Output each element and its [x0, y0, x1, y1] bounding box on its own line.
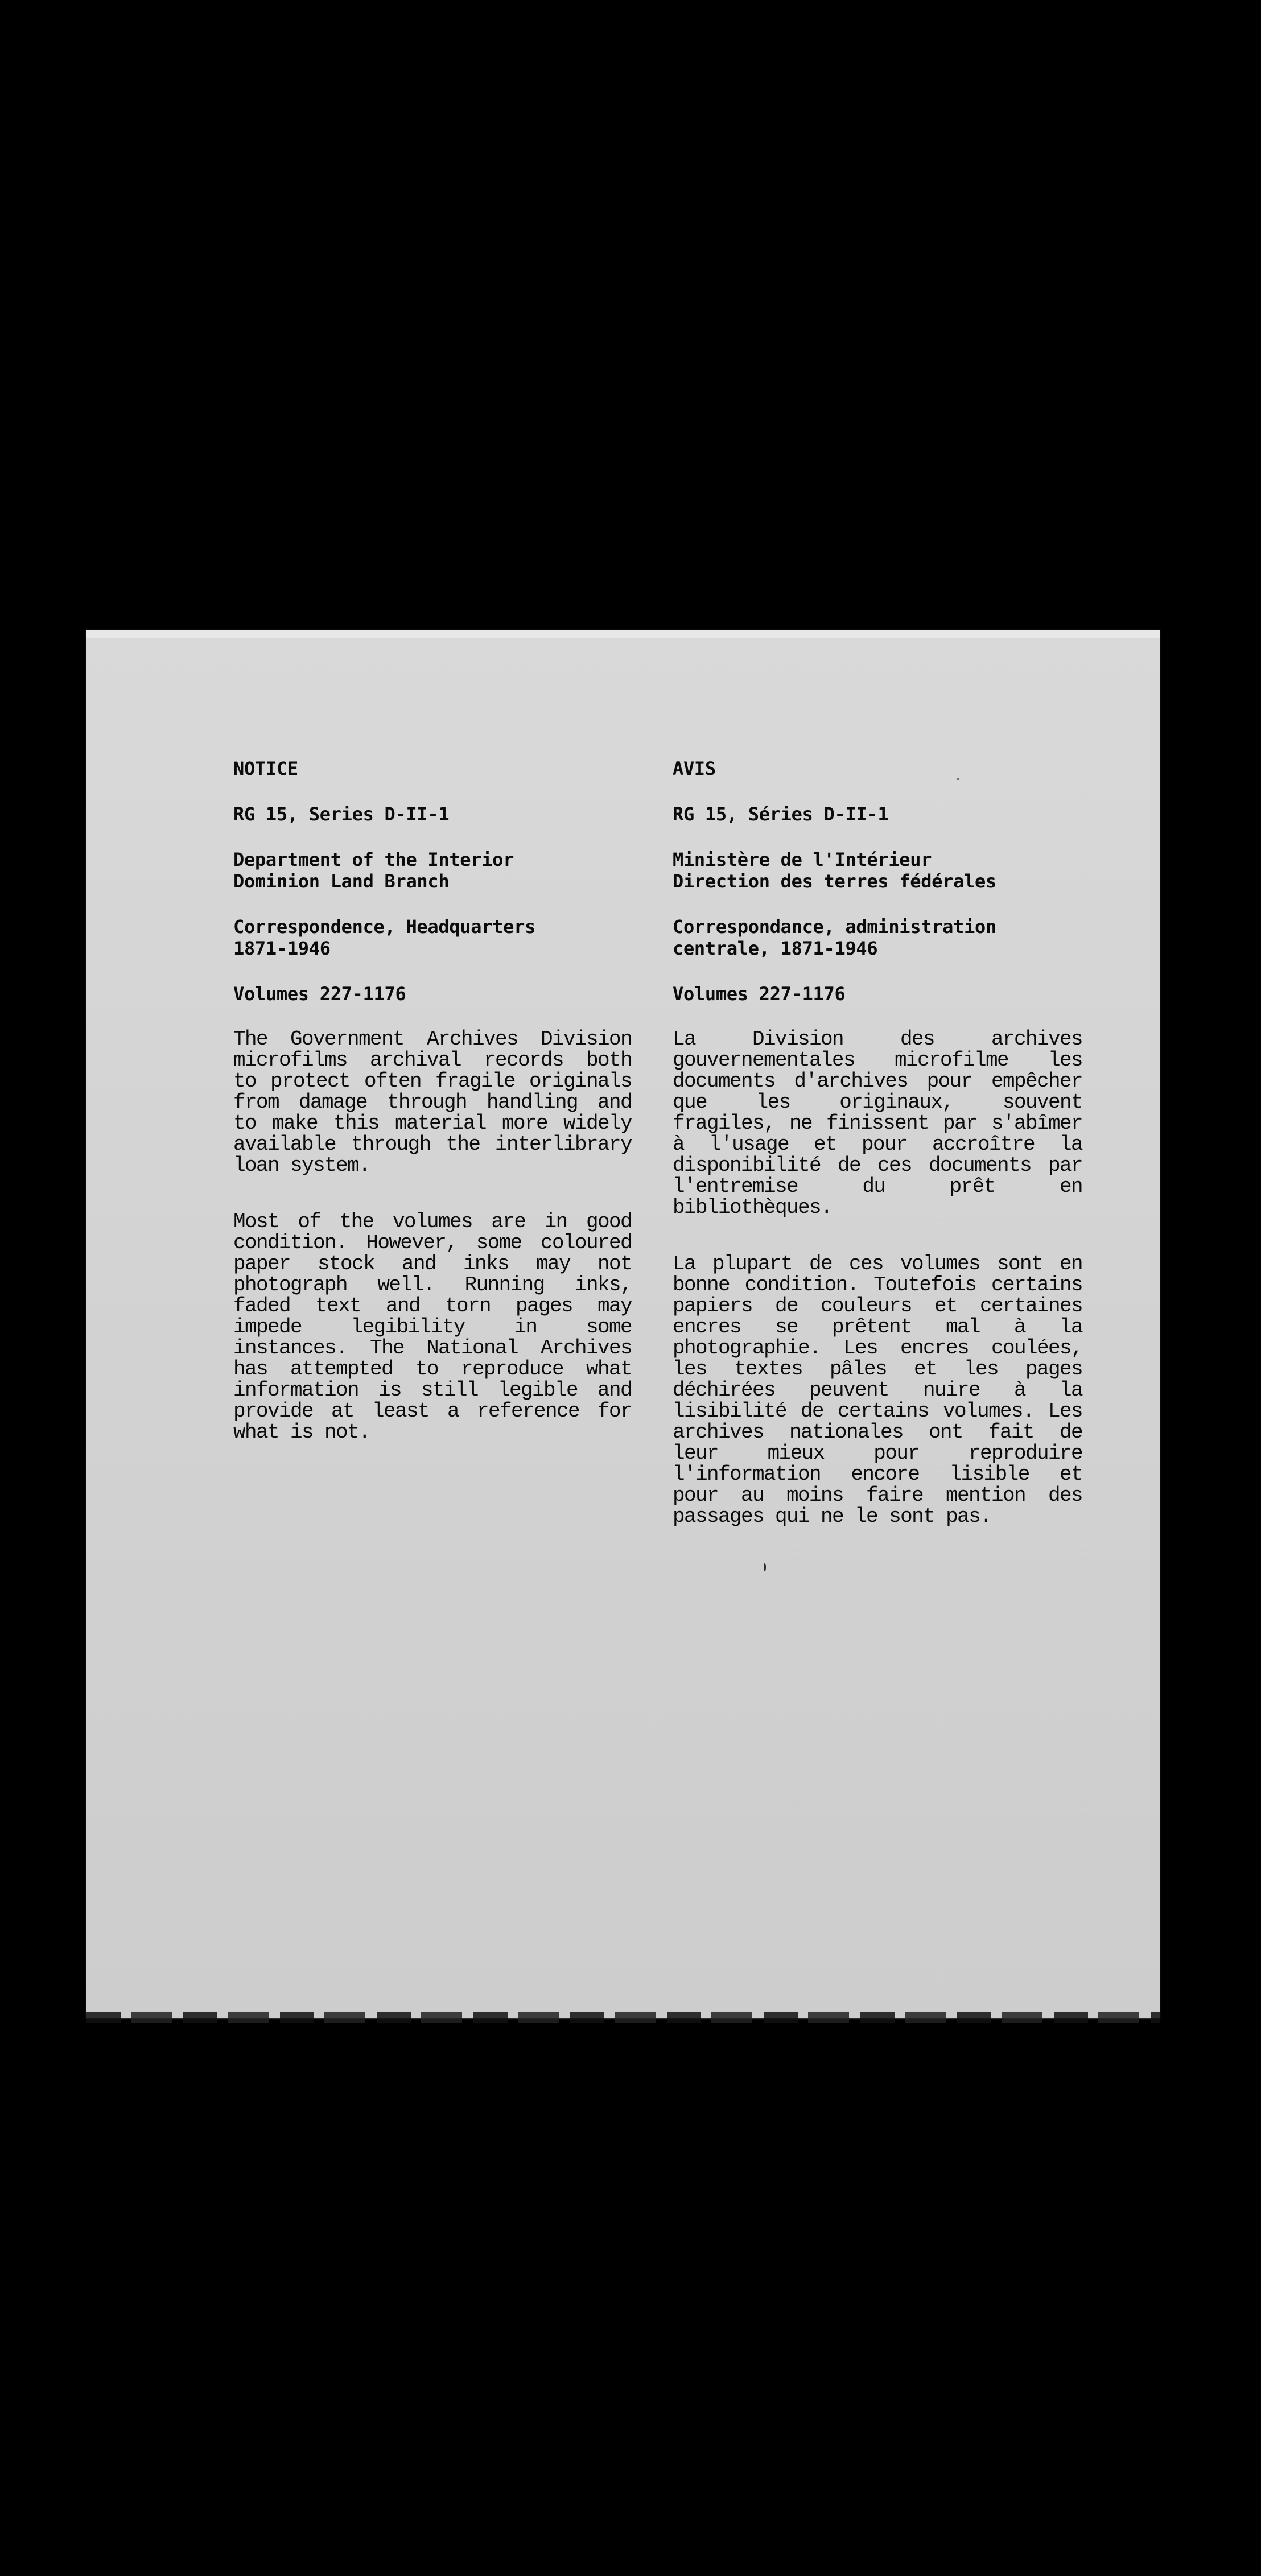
- french-paragraph-2: La plupart de ces volumes sont en bonne condition. Toutefois certains papiers de couleurs et certaines encres se prêtent mal à la photographie. Les encres coulées, les textes pâles et les pages déchirées peuvent nuire à la lisibilité de certains volumes. Les archives nationales ont fait de leur mieux pour reproduire l'information encore lisible et pour au moins faire mention des passages qui ne le sont pas.: [673, 1252, 1082, 1528]
- english-reference: RG 15, Series D-II-1: [233, 803, 450, 825]
- dust-speck: [957, 778, 959, 780]
- french-series-title: Correspondance, administration centrale, 1871-1946: [673, 916, 996, 959]
- english-volumes: Volumes 227-1176: [233, 983, 406, 1005]
- page-top-edge: [86, 630, 1160, 638]
- english-title: NOTICE: [233, 758, 298, 779]
- french-department: Ministère de l'Intérieur Direction des terres fédérales: [673, 849, 996, 892]
- notice-page: [86, 630, 1160, 2018]
- english-column: [233, 758, 632, 1478]
- english-series-title: Correspondence, Headquarters 1871-1946: [233, 916, 536, 959]
- english-department: Department of the Interior Dominion Land Branch: [233, 849, 514, 892]
- french-reference: RG 15, Séries D-II-1: [673, 803, 889, 825]
- english-paragraph-2: Most of the volumes are in good condition. However, some coloured paper stock and inks may not photograph well. Running inks, faded text and torn pages may impede legibility in some instances. The National Archives has attempted to reproduce what information is still legible and provide at least a reference for what is not.: [233, 1210, 632, 1444]
- dust-speck: [764, 1563, 766, 1571]
- english-paragraph-1: The Government Archives Division microfilms archival records both to protect often fragile originals from damage through handling and to make this material more widely available through the interlibrary loan system.: [233, 1027, 632, 1177]
- french-column: [673, 758, 1082, 1562]
- french-title: AVIS: [673, 758, 716, 779]
- french-paragraph-1: La Division des archives gouvernementales microfilme les documents d'archives pour empêcher que les originaux, souvent fragiles, ne finissent par s'abîmer à l'usage et pour accroître la disponibilité de ces documents par l'entremise du prêt en bibliothèques.: [673, 1027, 1082, 1219]
- page-bottom-edge: [86, 2012, 1160, 2023]
- french-volumes: Volumes 227-1176: [673, 983, 846, 1005]
